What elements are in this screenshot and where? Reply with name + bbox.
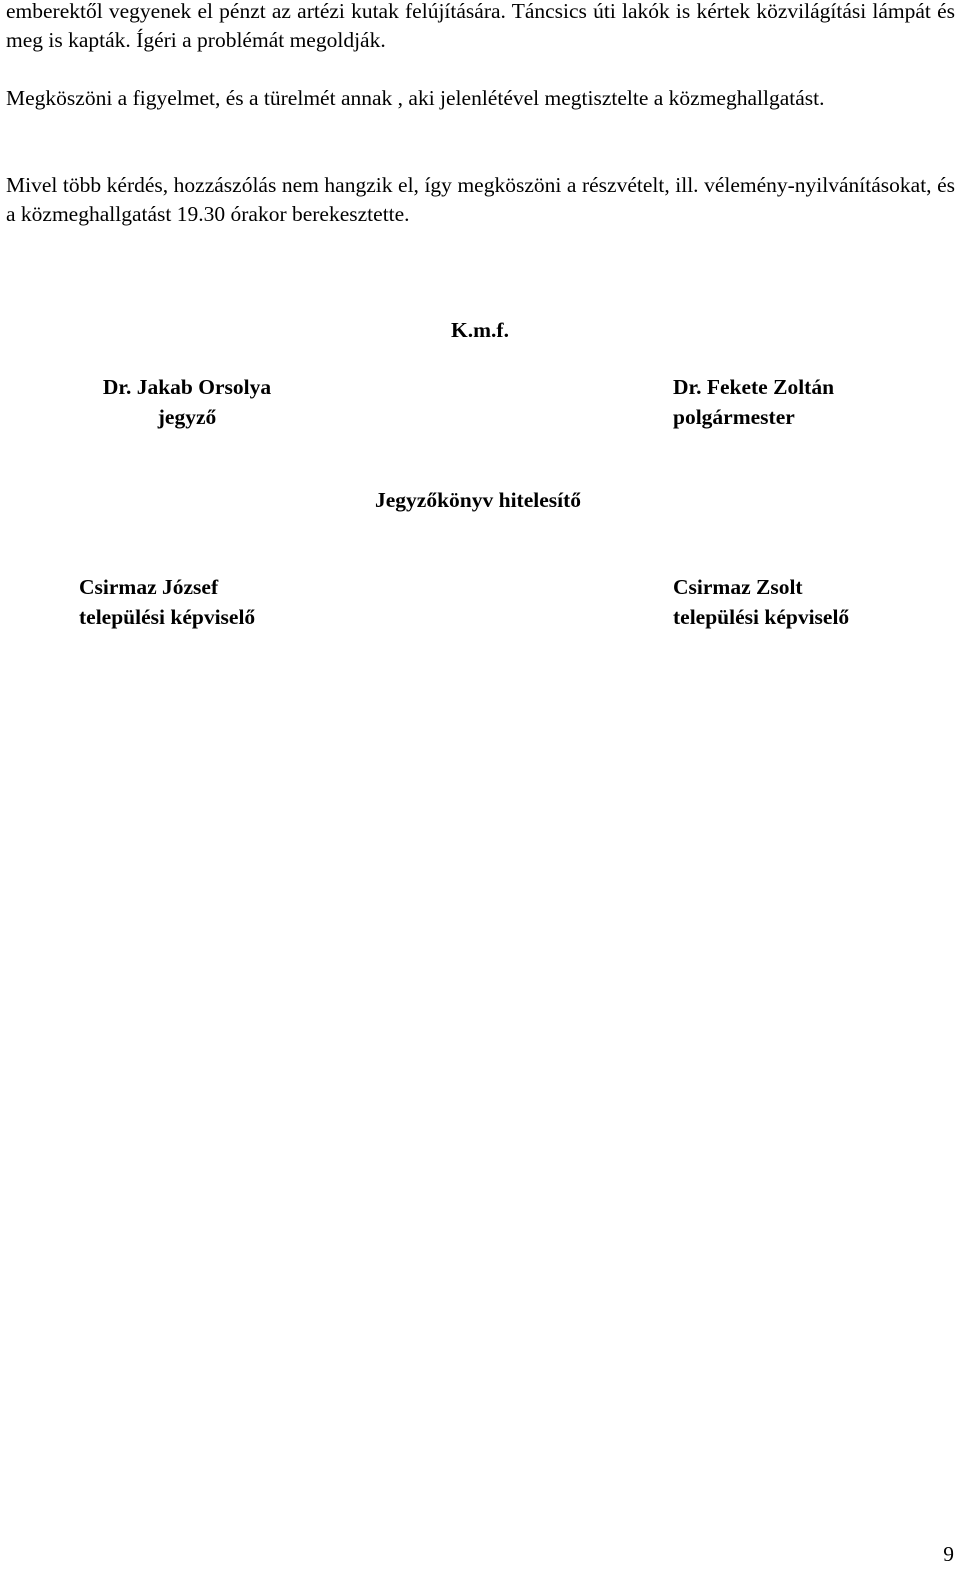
authenticator-title: települési képviselő [673, 605, 850, 629]
paragraph-berekesztes: Mivel több kérdés, hozzászólás nem hangzik el, így megköszöni a részvételt, ill. vélemény-nyilvánításokat, és a közmeghallgatást 19.30 órakor berekesztette. [6, 173, 955, 226]
signatory-name: Dr. Fekete Zoltán [673, 375, 835, 399]
page-number: 9 [943, 1542, 954, 1566]
signature-block-authenticator-2 [673, 572, 849, 632]
paragraph-artezi-kutak: emberektől vegyenek el pénzt az artézi kutak felújítására. Táncsics úti lakók is kértek közvilágítási lámpát és meg is kapták. Ígéri a problémát megoldják. [6, 0, 955, 52]
kmf-label: K.m.f. [451, 318, 509, 342]
signature-block-polgarmester [673, 372, 834, 432]
authenticator-name: Csirmaz Zsolt [673, 575, 803, 599]
signatory-title: polgármester [673, 405, 795, 429]
paragraph-koszonet: Megköszöni a figyelmet, és a türelmét annak , aki jelenlétével megtisztelte a közmeghallgatást. [6, 86, 825, 110]
authenticators-heading: Jegyzőkönyv hitelesítő [374, 488, 582, 512]
signature-block-jegyzo [0, 372, 374, 432]
signatory-title: jegyző [157, 405, 217, 429]
authenticator-title: települési képviselő [79, 605, 256, 629]
signature-block-authenticator-1 [79, 572, 255, 632]
signatory-name: Dr. Jakab Orsolya [102, 375, 272, 399]
authenticator-name: Csirmaz József [79, 575, 219, 599]
